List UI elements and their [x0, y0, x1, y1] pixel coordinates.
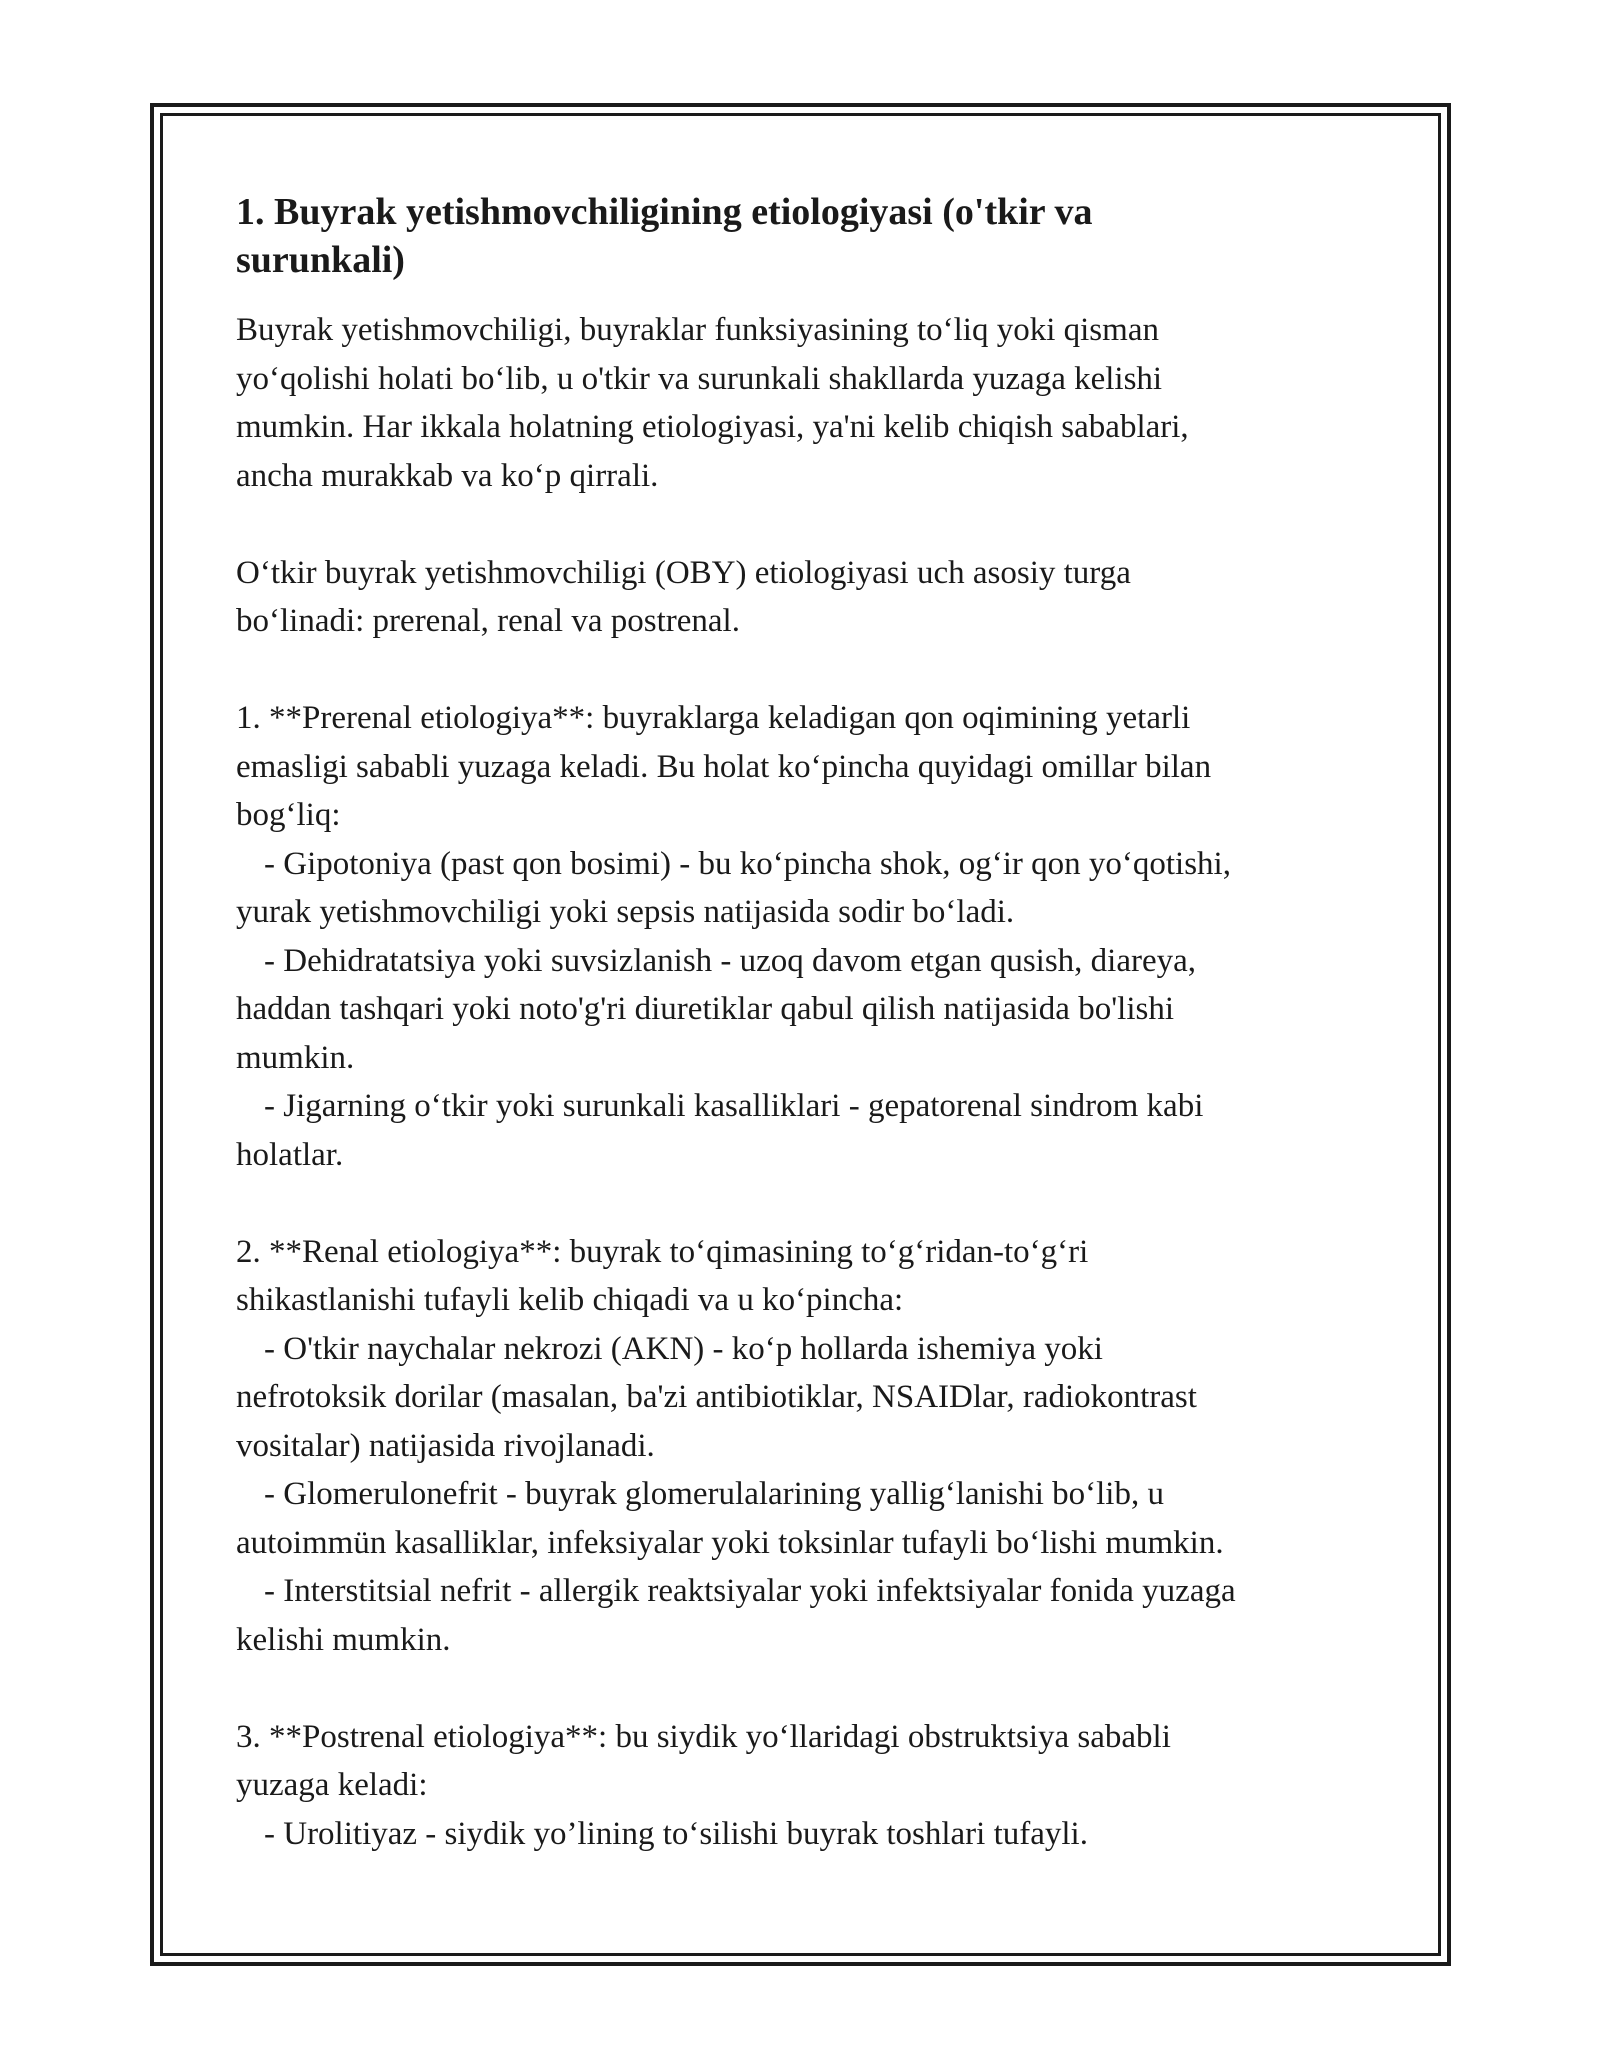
text-line: holatlar. — [236, 1136, 344, 1173]
paragraph — [236, 549, 1366, 646]
document-body — [236, 188, 1366, 1907]
text-line: yo‘qolishi holati bo‘lib, u o'tkir va surunkali shakllarda yuzaga kelishi — [236, 360, 1163, 397]
text-line: O‘tkir buyrak yetishmovchiligi (OBY) etiologiyasi uch asosiy turga — [236, 554, 1131, 591]
text-line: yurak yetishmovchiligi yoki sepsis natijasida sodir bo‘ladi. — [236, 894, 1015, 930]
list-item-line: - O'tkir naychalar nekrozi (AKN) - ko‘p hollarda ishemiya yoki — [264, 1330, 1103, 1367]
paragraph — [236, 1228, 1366, 1665]
text-line: mumkin. Har ikkala holatning etiologiyasi, ya'ni kelib chiqish sabablari, — [236, 409, 1189, 445]
text-line: ancha murakkab va ko‘p qirrali. — [236, 457, 659, 494]
paragraph — [236, 306, 1366, 500]
text-line: emasligi sababli yuzaga keladi. Bu holat ko‘pincha quyidagi omillar bilan — [236, 748, 1212, 785]
list-item-line: - Dehidratatsiya yoki suvsizlanish - uzoq davom etgan qusish, diareya, — [264, 942, 1197, 979]
list-item-line: - Glomerulonefrit - buyrak glomerulalarining yallig‘lanishi bo‘lib, u — [264, 1476, 1164, 1512]
list-item-line: - Urolitiyaz - siydik yo’lining to‘silishi buyrak toshlari tufayli. — [264, 1815, 1088, 1852]
text-line: haddan tashqari yoki noto'g'ri diuretiklar qabul qilish natijasida bo'lishi — [236, 991, 1175, 1027]
text-line: bog‘liq: — [236, 797, 341, 833]
paragraph — [236, 1713, 1366, 1859]
text-line: 3. **Postrenal etiologiya**: bu siydik yo‘llaridagi obstruktsiya sababli — [236, 1718, 1171, 1755]
text-line: yuzaga keladi: — [236, 1767, 428, 1803]
text-line: kelishi mumkin. — [236, 1621, 451, 1658]
text-line: Buyrak yetishmovchiligi, buyraklar funksiyasining to‘liq yoki qisman — [236, 312, 1159, 348]
text-line: 2. **Renal etiologiya**: buyrak to‘qimasining to‘g‘ridan-to‘g‘ri — [236, 1233, 1089, 1270]
text-line: 1. **Prerenal etiologiya**: buyraklarga keladigan qon oqimining yetarli — [236, 700, 1191, 736]
text-line: shikastlanishi tufayli kelib chiqadi va u ko‘pincha: — [236, 1282, 904, 1318]
list-item-line: - Interstitsial nefrit - allergik reaktsiyalar yoki infektsiyalar fonida yuzaga — [264, 1573, 1236, 1609]
title-line: surunkali) — [236, 239, 405, 281]
paragraph — [236, 694, 1366, 1179]
list-item-line: - Gipotoniya (past qon bosimi) - bu ko‘pincha shok, og‘ir qon yo‘qotishi, — [264, 845, 1231, 882]
text-line: vositalar) natijasida rivojlanadi. — [236, 1427, 655, 1464]
text-line: mumkin. — [236, 1039, 355, 1076]
list-item-line: - Jigarning o‘tkir yoki surunkali kasalliklari - gepatorenal sindrom kabi — [264, 1088, 1204, 1124]
title-line: 1. Buyrak yetishmovchiligining etiologiyasi (o'tkir va — [236, 191, 1093, 233]
document-title — [236, 188, 1366, 284]
text-line: bo‘linadi: prerenal, renal va postrenal. — [236, 603, 740, 639]
text-line: autoimmün kasalliklar, infeksiyalar yoki toksinlar tufayli bo‘lishi mumkin. — [236, 1524, 1224, 1561]
paragraph-list — [236, 306, 1366, 1858]
text-line: nefrotoksik dorilar (masalan, ba'zi antibiotiklar, NSAIDlar, radiokontrast — [236, 1379, 1197, 1415]
